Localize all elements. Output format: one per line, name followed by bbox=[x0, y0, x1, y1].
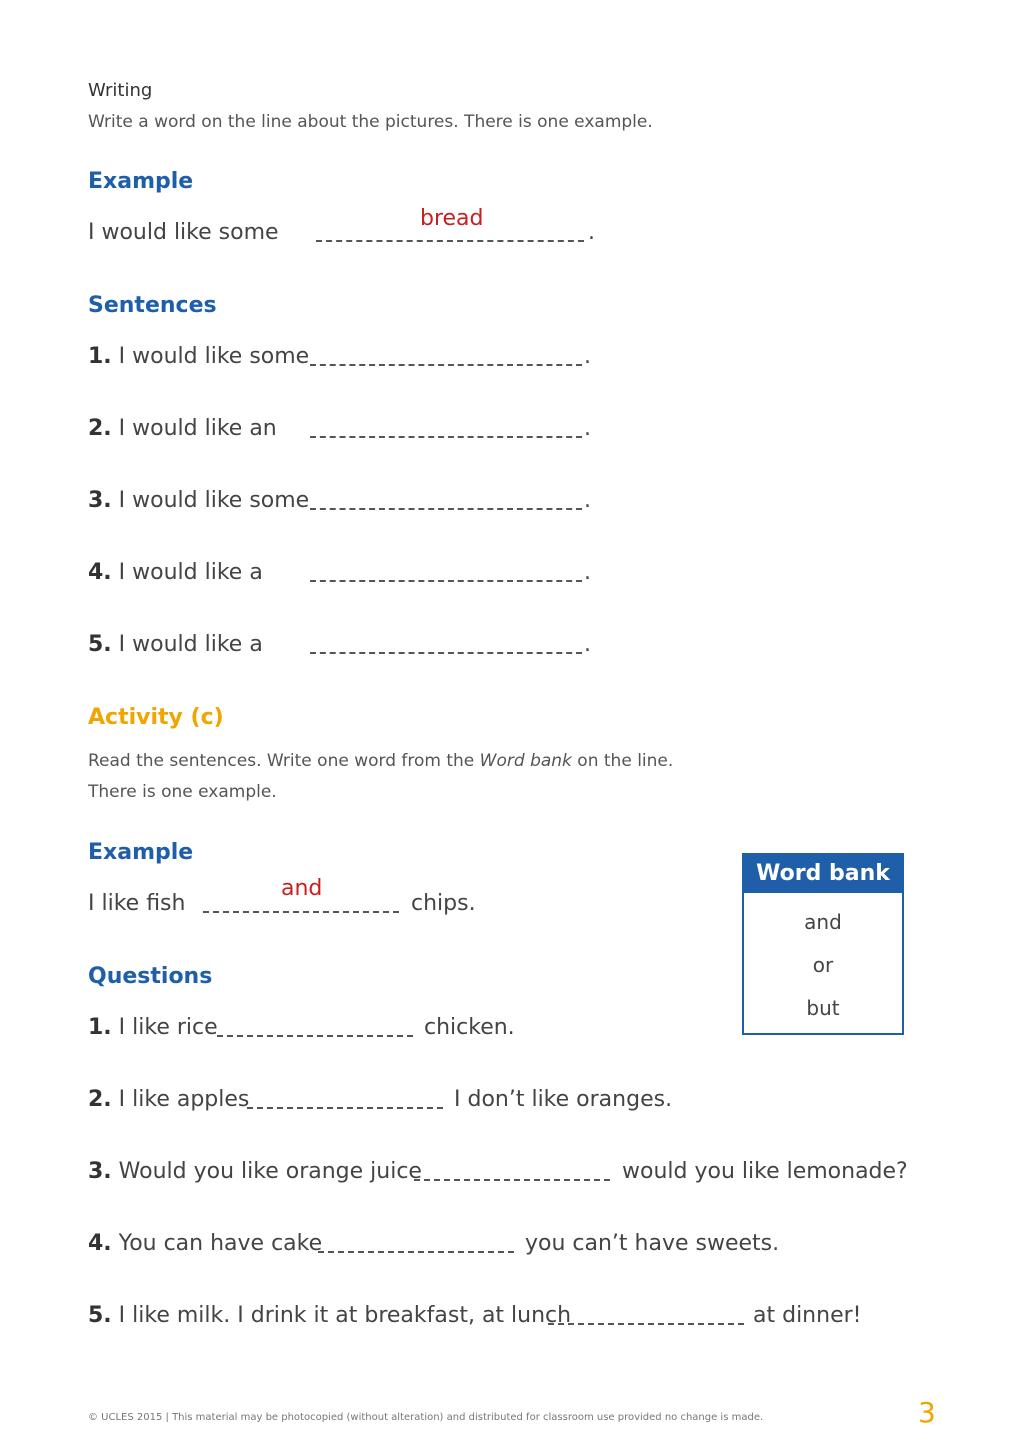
word-bank bbox=[742, 853, 904, 1035]
word-bank-item: and bbox=[804, 910, 842, 934]
question-text-post: you can’t have sweets. bbox=[525, 1231, 780, 1256]
activity-example-pre: I like fish bbox=[88, 891, 186, 916]
instruction-text: on the line. bbox=[571, 751, 674, 771]
question-text-pre: I like milk. I drink it at breakfast, at lunch bbox=[118, 1303, 572, 1328]
activity-heading: Activity (c) bbox=[88, 705, 224, 730]
full-stop: . bbox=[584, 416, 591, 441]
question-text-pre: Would you like orange juice bbox=[118, 1159, 422, 1184]
full-stop: . bbox=[584, 344, 591, 369]
sentence-1 bbox=[88, 344, 309, 369]
question-text-pre: I like apples bbox=[118, 1087, 250, 1112]
section-title: Writing bbox=[88, 80, 153, 101]
question-text-pre: You can have cake bbox=[118, 1231, 323, 1256]
activity-instruction-line2: There is one example. bbox=[88, 782, 277, 802]
word-bank-list bbox=[744, 893, 902, 1030]
sentence-5-answer-line[interactable] bbox=[310, 652, 582, 654]
page-number: 3 bbox=[918, 1396, 936, 1429]
copyright-footer: © UCLES 2015 | This material may be photocopied (without alteration) and distributed for classroom use provided no change is made. bbox=[88, 1412, 764, 1423]
sentence-text: I would like a bbox=[118, 560, 263, 585]
question-number: 5. bbox=[88, 1303, 112, 1328]
sentence-number: 1. bbox=[88, 344, 112, 369]
question-1-answer-line[interactable] bbox=[217, 1035, 413, 1037]
sentence-5 bbox=[88, 632, 263, 657]
activity-example-answer-line[interactable] bbox=[203, 911, 399, 913]
sentence-number: 4. bbox=[88, 560, 112, 585]
sentence-text: I would like a bbox=[118, 632, 263, 657]
sentence-number: 5. bbox=[88, 632, 112, 657]
question-text-post: would you like lemonade? bbox=[622, 1159, 908, 1184]
question-text-post: I don’t like oranges. bbox=[454, 1087, 673, 1112]
sentence-2-answer-line[interactable] bbox=[310, 436, 582, 438]
sentence-3 bbox=[88, 488, 309, 513]
word-bank-item: but bbox=[806, 996, 840, 1020]
full-stop: . bbox=[584, 488, 591, 513]
word-bank-item: or bbox=[812, 953, 834, 977]
question-text-pre: I like rice bbox=[118, 1015, 218, 1040]
question-text-post: chicken. bbox=[424, 1015, 515, 1040]
instruction-text: Read the sentences. Write one word from the bbox=[88, 751, 480, 771]
activity-example-post: chips. bbox=[411, 891, 476, 916]
question-text-post: at dinner! bbox=[753, 1303, 862, 1328]
sentence-1-answer-line[interactable] bbox=[310, 364, 582, 366]
example-heading: Example bbox=[88, 169, 194, 194]
sentence-text: I would like some bbox=[118, 488, 310, 513]
question-1 bbox=[88, 1015, 218, 1040]
activity-example-answer: and bbox=[281, 876, 323, 901]
sentence-3-answer-line[interactable] bbox=[310, 508, 582, 510]
example-sentence: I would like some bbox=[88, 220, 279, 245]
full-stop: . bbox=[588, 220, 595, 245]
full-stop: . bbox=[584, 632, 591, 657]
example-answer-line[interactable] bbox=[316, 240, 584, 242]
question-4 bbox=[88, 1231, 322, 1256]
word-bank-title: Word bank bbox=[744, 855, 902, 893]
question-number: 4. bbox=[88, 1231, 112, 1256]
instruction-emphasis: Word bank bbox=[479, 751, 572, 771]
writing-instruction: Write a word on the line about the pictures. There is one example. bbox=[88, 112, 653, 132]
sentence-4 bbox=[88, 560, 263, 585]
question-number: 3. bbox=[88, 1159, 112, 1184]
full-stop: . bbox=[584, 560, 591, 585]
question-5-answer-line[interactable] bbox=[548, 1323, 744, 1325]
sentence-4-answer-line[interactable] bbox=[310, 580, 582, 582]
activity-example-heading: Example bbox=[88, 840, 194, 865]
example-answer: bread bbox=[420, 206, 484, 231]
sentence-number: 2. bbox=[88, 416, 112, 441]
sentence-text: I would like some bbox=[118, 344, 310, 369]
sentence-text: I would like an bbox=[118, 416, 277, 441]
sentences-heading: Sentences bbox=[88, 293, 217, 318]
activity-instruction bbox=[88, 751, 673, 771]
question-4-answer-line[interactable] bbox=[318, 1251, 514, 1253]
question-2-answer-line[interactable] bbox=[247, 1107, 443, 1109]
question-3-answer-line[interactable] bbox=[414, 1179, 610, 1181]
questions-heading: Questions bbox=[88, 964, 213, 989]
question-number: 2. bbox=[88, 1087, 112, 1112]
question-2 bbox=[88, 1087, 249, 1112]
question-number: 1. bbox=[88, 1015, 112, 1040]
question-5 bbox=[88, 1303, 571, 1328]
sentence-number: 3. bbox=[88, 488, 112, 513]
question-3 bbox=[88, 1159, 422, 1184]
sentence-2 bbox=[88, 416, 277, 441]
